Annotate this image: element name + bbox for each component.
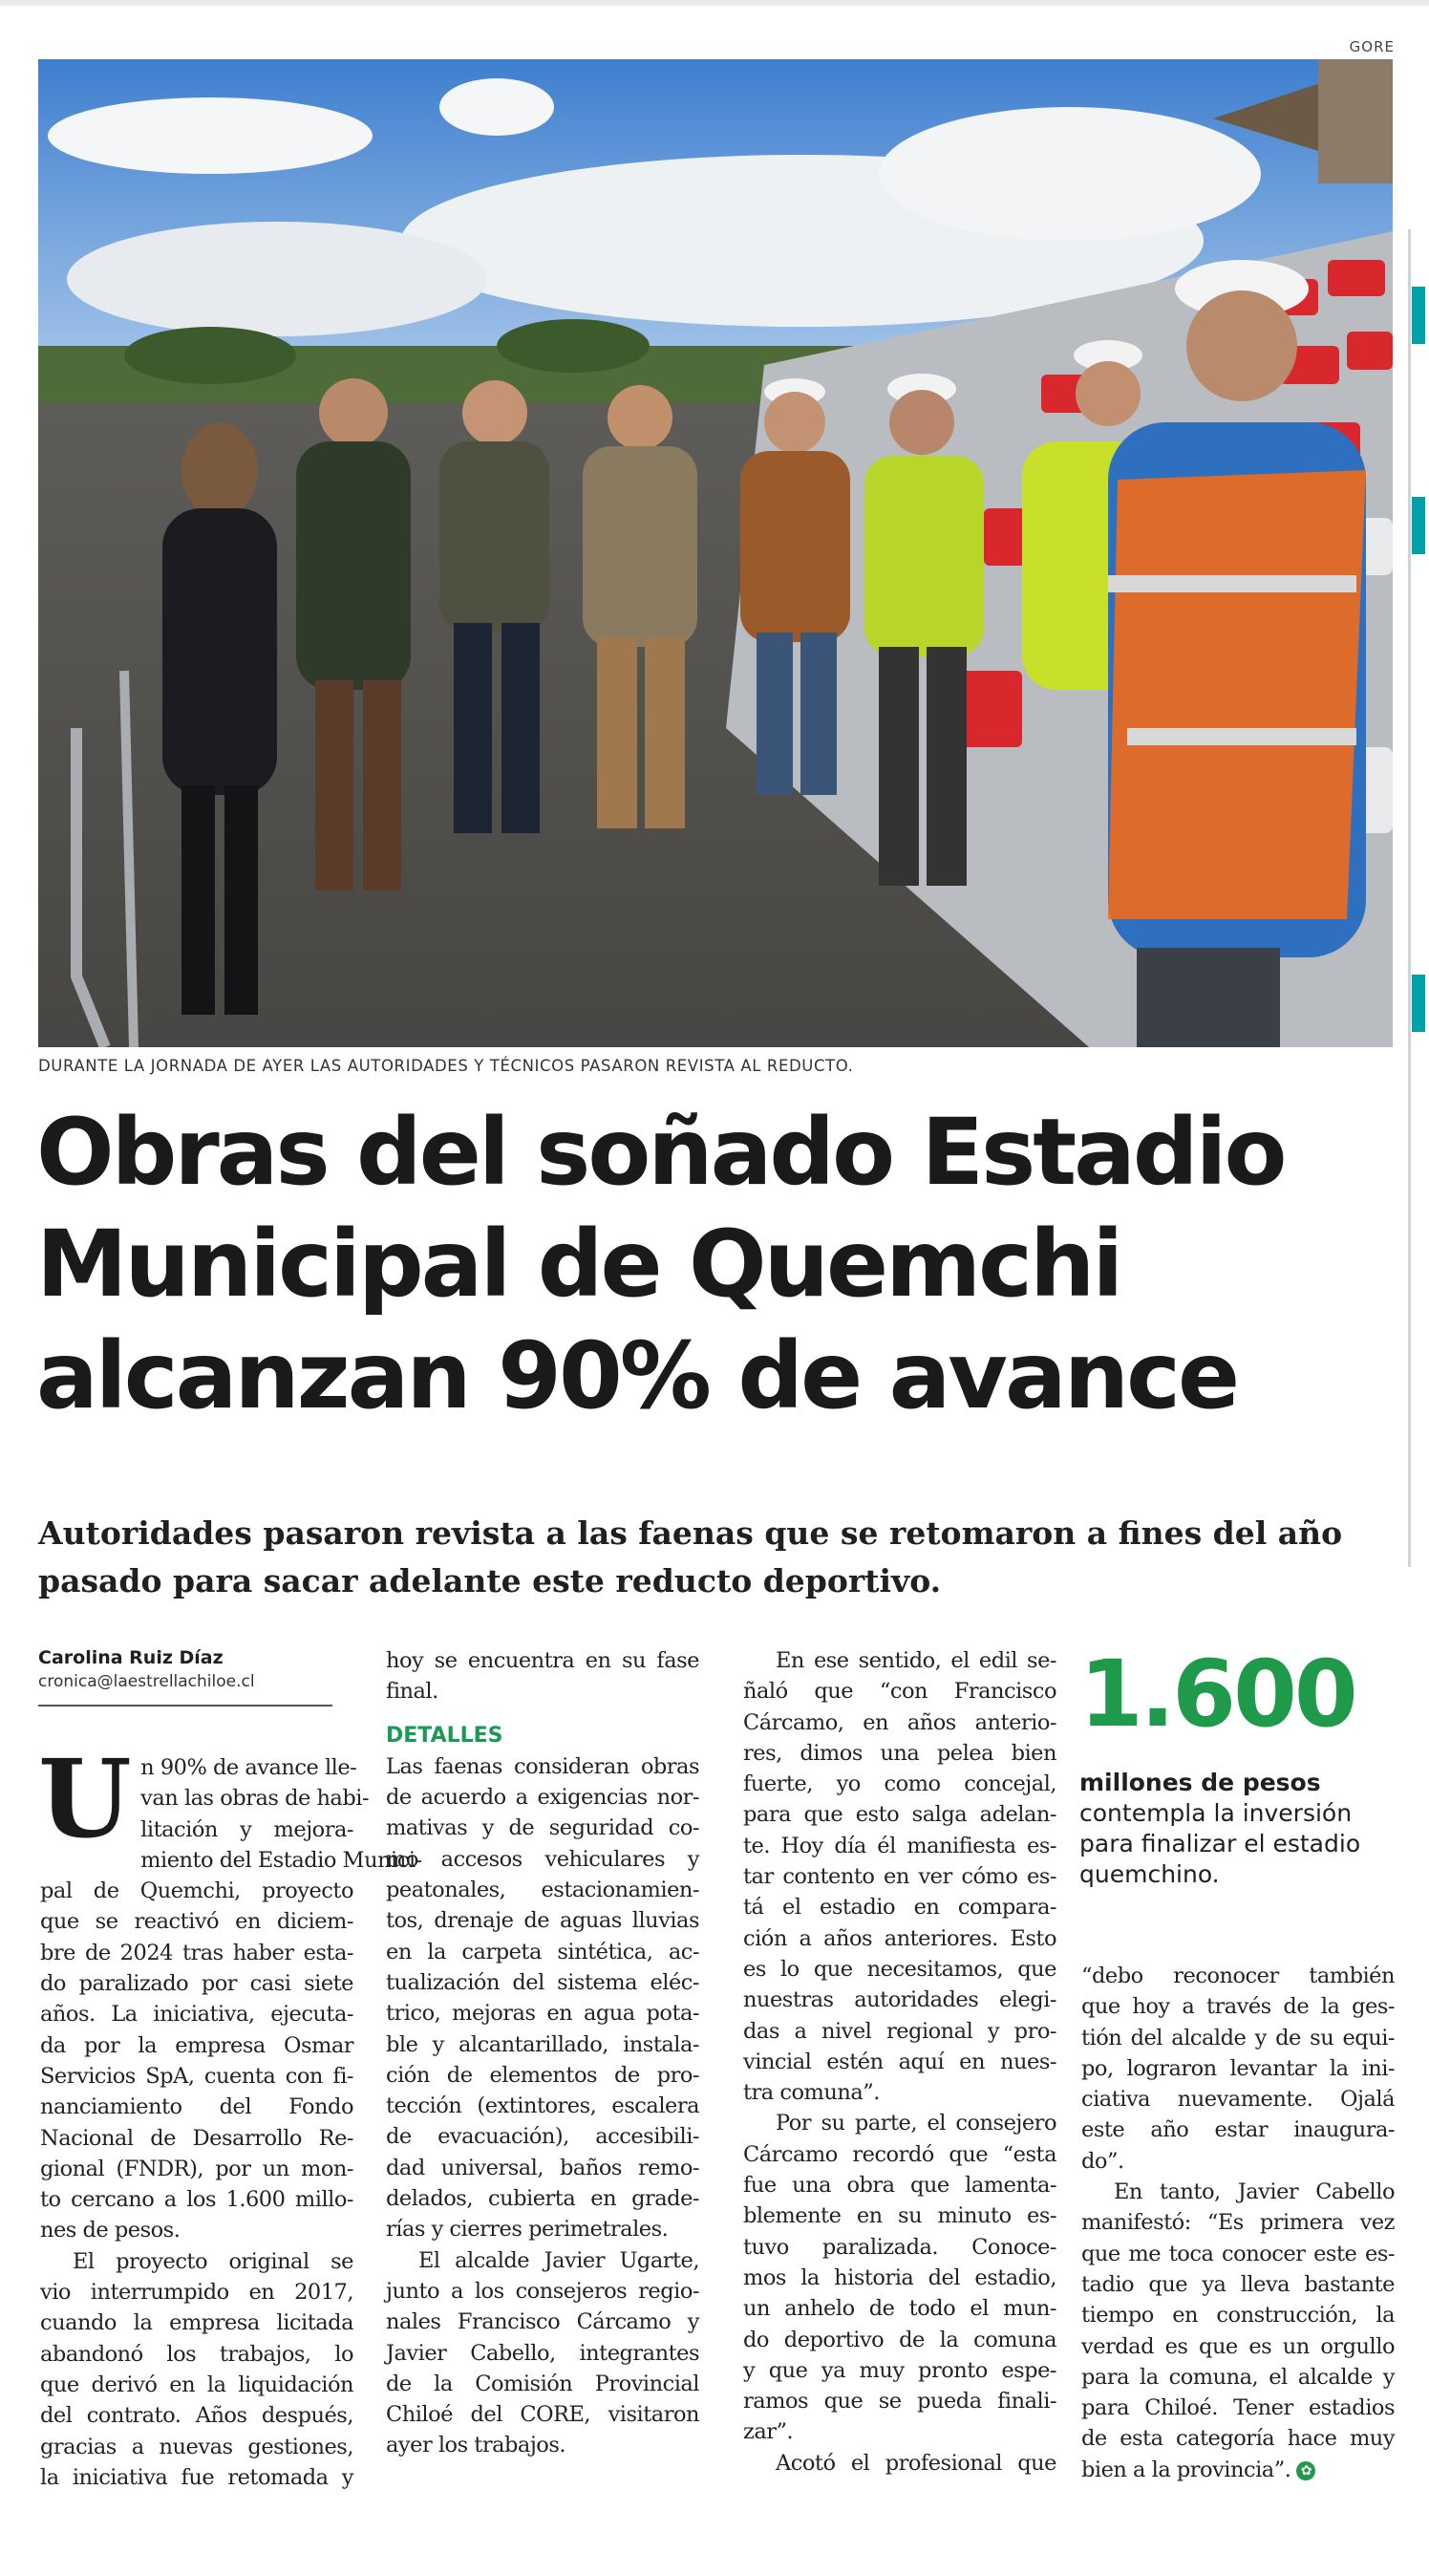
text-line: años. La iniciativa, ejecuta- [40,2002,353,2028]
subheadline-line: pasado para sacar adelante este reducto deportivo. [38,1562,942,1599]
stat-number: 1.600 [1079,1641,1355,1748]
text-line: junto a los consejeros regio- [386,2278,699,2304]
text-line: de acuerdo a exigencias nor- [386,1785,699,1811]
text-line: peatonales, estacionamien- [386,1878,699,1903]
byline [38,1645,334,1707]
text-line: tión del alcalde y de su equi- [1081,2025,1395,2050]
article-column-1 [38,1737,422,2493]
text-line: manifestó: “Es primera vez [1081,2210,1395,2236]
text-line: de esta categoría hace muy [1081,2426,1395,2452]
text-line: que hoy a través de la ges- [1081,1994,1395,2020]
text-line: to cercano a los 1.600 millo- [40,2187,353,2213]
article-column-3 [743,1645,1056,2479]
text-line: do paralizado por casi siete [40,1971,353,1997]
text-line: En tanto, Javier Cabello [1114,2179,1395,2205]
last-line-text: bien a la provincia”. [1081,2457,1291,2482]
article-column-4 [1081,1961,1395,2485]
text-line: hoy se encuentra en su fase [386,1648,699,1673]
text-line: del contrato. Años después, [40,2403,353,2429]
right-margin-marker [1412,287,1425,344]
text-line: ciativa nuevamente. Ojalá [1081,2087,1395,2113]
text-line: la iniciativa fue retomada y [40,2464,353,2490]
headline-line: Obras del soñado Estadio [36,1099,1285,1206]
spacer [386,1707,699,1721]
top-rule [0,0,1429,6]
text-line: pal de Quemchi, proyecto [40,1878,353,1904]
text-line: Servicios SpA, cuenta con fi- [40,2063,353,2089]
text-line: rías y cierres perimetrales. [386,2217,669,2243]
text-line: El proyecto original se [73,2248,353,2274]
text-line: tra comuna”. [743,2080,880,2106]
text-line: El alcalde Javier Ugarte, [418,2247,699,2273]
text-line: tualización del sistema eléc- [386,1969,699,1995]
stat-description-line: quemchino. [1079,1860,1220,1888]
text-line: do”. [1081,2148,1124,2174]
text-line: Acotó el profesional que [776,2450,1056,2476]
text-line: cuando la empresa licitada [40,2310,353,2336]
subheadline [38,1510,1395,1605]
text-line: nuestras autoridades elegi- [743,1987,1056,2013]
text-line: mo accesos vehiculares y [386,1846,699,1872]
text-line: que me toca conocer este es- [1081,2241,1395,2266]
text-line: “debo reconocer también [1081,1964,1395,1988]
text-line: ción de elementos de pro- [386,2062,699,2088]
text-line: zar”. [743,2419,794,2445]
photo-credit: GORE [1349,38,1395,55]
text-line: do deportivo de la comuna [743,2327,1056,2352]
text-line: ayer los trabajos. [386,2433,566,2458]
text-line: un anhelo de todo el mun- [743,2296,1056,2322]
right-margin-marker [1412,497,1425,554]
text-line: van las obras de habi- [140,1786,370,1812]
text-line: para que esto salga adelan- [743,1802,1056,1828]
end-of-article-icon: ✿ [1296,2461,1315,2480]
text-line: que derivó en la liquidación [40,2372,353,2397]
text-line: das a nivel regional y pro- [743,2018,1056,2044]
headline [36,1097,1402,1432]
headline-line: alcanzan 90% de avance [36,1322,1238,1429]
text-line: vio interrumpido en 2017, [40,2280,353,2306]
text-line: en la carpeta sintética, ac- [386,1939,699,1964]
text-line: ñaló que “con Francisco [743,1679,1056,1705]
text-line: para Chiloé. Tener estadios [1081,2395,1395,2421]
text-line: Chiloé del CORE, visitaron [386,2402,699,2428]
text-line: que se reactivó en diciem- [40,1909,353,1935]
text-line: bre de 2024 tras haber esta- [40,1940,353,1965]
text-line: ramos que se pueda finali- [743,2389,1056,2415]
text-line: vincial estén aquí en nues- [743,2049,1056,2074]
text-line: te. Hoy día él manifiesta es- [743,1833,1056,1858]
text-line: ble y alcantarillado, instala- [386,2031,699,2057]
text-line: tadio que ya lleva bastante [1081,2271,1395,2297]
stat-description-line: para finalizar el estadio [1079,1830,1361,1857]
text-line: es lo que necesitamos, que [743,1956,1056,1982]
text-line: blemente en su minuto es- [743,2203,1056,2229]
text-line: de evacuación), accesibili- [386,2124,699,2150]
text-line: este año estar inaugura- [1081,2117,1395,2143]
text-line: ción a años anteriores. Esto [743,1925,1056,1951]
text-line: fue una obra que lamenta- [743,2173,1056,2199]
text-line: y que ya muy pronto espe- [743,2357,1056,2383]
text-line: po, lograron levantar la ini- [1081,2055,1395,2081]
text-line: delados, cubierta en grade- [386,2186,699,2212]
text-line: tar contento en ver cómo es- [743,1864,1056,1890]
text-line: Nacional de Desarrollo Re- [40,2125,353,2151]
text-line: abandonó los trabajos, lo [40,2341,353,2367]
text-line: miento del Estadio Munici- [140,1847,422,1873]
text-line: da por la empresa Osmar [40,2032,353,2058]
text-line: tá el estadio en compara- [743,1895,1056,1921]
right-margin-rule [1408,229,1411,1567]
text-line: Las faenas consideran obras [386,1753,699,1779]
text-line: Cárcamo recordó que “esta [743,2141,1056,2167]
drop-cap: U [38,1737,132,1862]
subheadline-line: Autoridades pasaron revista a las faenas que se retomaron a fines del año [38,1514,1343,1552]
text-line: tuvo paralizada. Conoce- [743,2234,1056,2260]
stat-unit: millones de pesos [1079,1769,1321,1796]
text-line: mativas y de seguridad co- [386,1815,699,1841]
text-line: En ese sentido, el edil se- [776,1648,1056,1673]
right-margin-marker [1412,975,1425,1032]
text-line: para la comuna, el alcalde y [1081,2364,1395,2390]
text-line: mos la historia del estadio, [743,2265,1056,2290]
text-line: trico, mejoras en agua pota- [386,2001,699,2027]
text-line: litación y mejora- [140,1816,353,1842]
text-line [1081,2455,1395,2485]
text-line: nanciamiento del Fondo [40,2094,353,2120]
text-line: Javier Cabello, integrantes [386,2340,699,2366]
text-line: nes de pesos. [40,2218,181,2243]
headline-line: Municipal de Quemchi [36,1211,1121,1318]
text-line: de la Comisión Provincial [386,2371,699,2396]
text-line: Por su parte, el consejero [776,2111,1056,2136]
article-column-2 [386,1645,699,2461]
text-line: tiempo en construcción, la [1081,2303,1395,2329]
text-line: res, dimos una pelea bien [743,1740,1056,1766]
text-line: verdad es que es un orgullo [1081,2333,1395,2359]
text-line: gracias a nuevas gestiones, [40,2434,353,2459]
article-photo [38,59,1393,1047]
photo-caption: DURANTE LA JORNADA DE AYER LAS AUTORIDADES Y TÉCNICOS PASARON REVISTA AL REDUCTO. [38,1057,854,1075]
text-line: dad universal, baños remo- [386,2155,699,2180]
text-line: fuerte, yo como concejal, [743,1771,1056,1797]
text-line: n 90% de avance lle- [140,1755,357,1780]
stat-description-line: contempla la inversión [1079,1799,1353,1827]
stat-box [1079,1642,1395,1890]
text-line: gional (FNDR), por un mon- [40,2156,353,2181]
stadium-visit-illustration [38,59,1393,1047]
text-line: tección (extintores, escalera [386,2093,699,2119]
byline-divider [38,1705,332,1707]
author-email: cronica@laestrellachiloe.cl [38,1672,255,1691]
text-line: nales Francisco Cárcamo y [386,2309,699,2335]
section-title: DETALLES [386,1723,503,1748]
text-line: final. [386,1679,438,1705]
text-line: Cárcamo, en años anterio- [743,1709,1056,1735]
text-line: tos, drenaje de aguas lluvias [386,1908,699,1934]
author-name: Carolina Ruiz Díaz [38,1647,224,1668]
